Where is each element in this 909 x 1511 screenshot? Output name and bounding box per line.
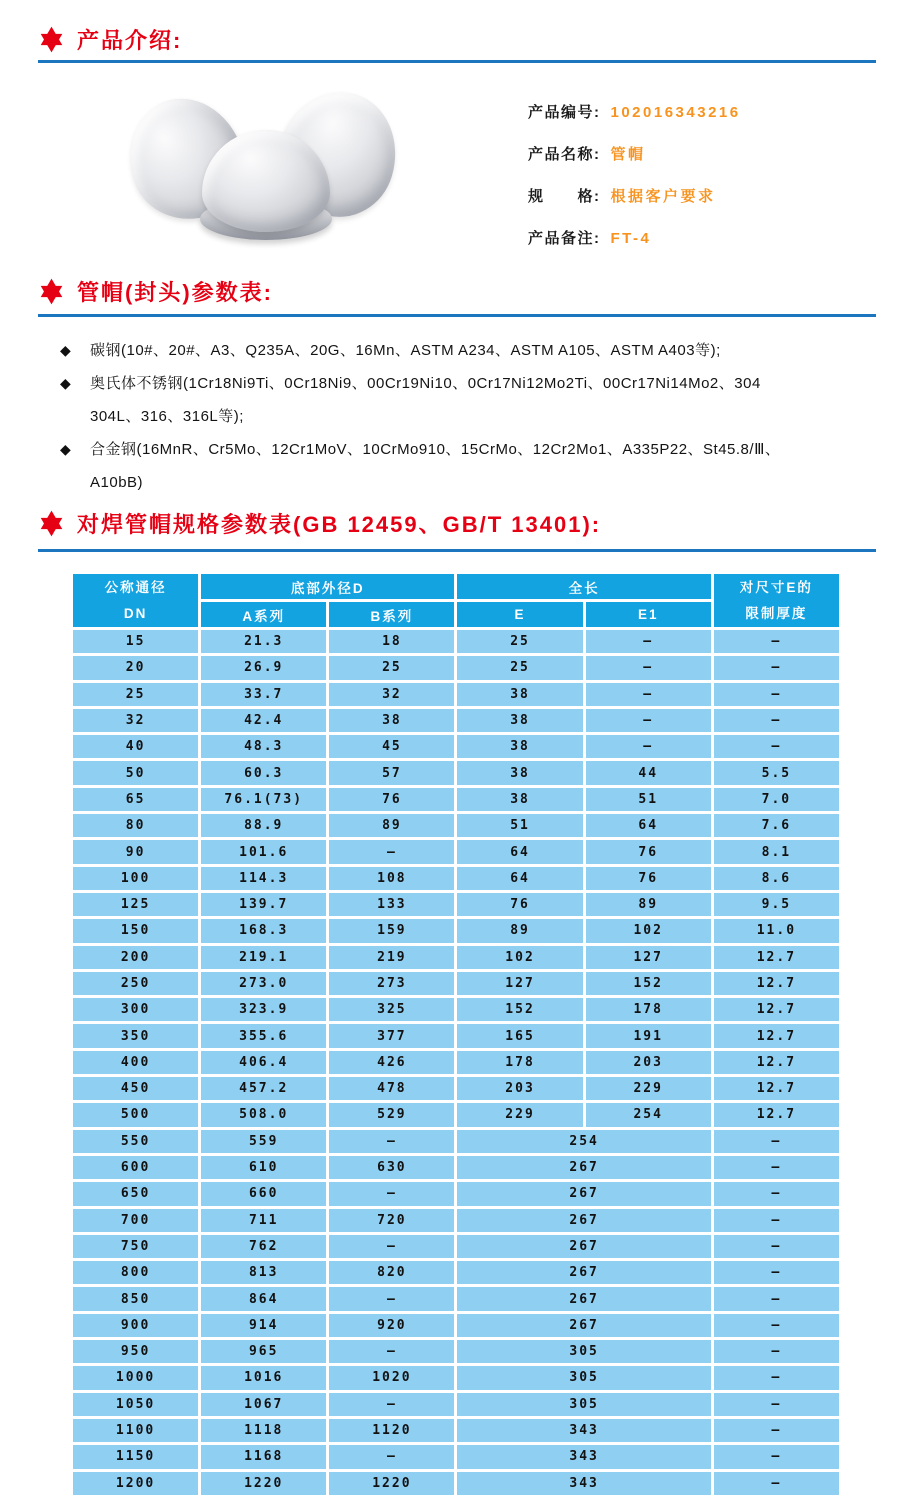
table-row [72,813,841,839]
table-row [72,1102,841,1128]
table-cell: 76 [584,865,712,891]
table-cell: 343 [456,1417,712,1443]
table-cell: 965 [200,1339,328,1365]
table-cell: – [712,1312,840,1338]
section-title-text: 管帽(封头)参数表: [77,280,273,305]
table-cell: 45 [328,734,456,760]
table-cell: 178 [584,997,712,1023]
table-cell: 600 [72,1154,200,1180]
table-cell: 229 [584,1076,712,1102]
section-title-spec [38,508,601,539]
table-cell: 267 [456,1154,712,1180]
spec-table-body [72,629,841,1497]
section-title-params [38,276,273,307]
table-cell: 1220 [200,1470,328,1496]
table-cell: 20 [72,655,200,681]
table-cell: 15 [72,629,200,655]
table-cell: 914 [200,1312,328,1338]
table-cell: 76 [584,839,712,865]
table-cell: 750 [72,1233,200,1259]
table-cell: – [328,1339,456,1365]
table-cell: 219.1 [200,944,328,970]
table-cell: – [712,1286,840,1312]
table-cell: 400 [72,1049,200,1075]
table-cell: 65 [72,786,200,812]
table-cell: – [712,1128,840,1154]
table-cell: 80 [72,813,200,839]
table-cell: 38 [456,760,584,786]
table-cell: 76.1(73) [200,786,328,812]
table-cell: 159 [328,918,456,944]
header-dn-top: 公称通径 [104,579,167,595]
table-cell: – [712,1154,840,1180]
table-row [72,786,841,812]
table-cell: 42.4 [200,707,328,733]
table-cell: 323.9 [200,997,328,1023]
table-cell: – [712,1207,840,1233]
table-row [72,734,841,760]
table-cell: 273 [328,970,456,996]
table-row [72,681,841,707]
table-cell: 1118 [200,1417,328,1443]
material-item-alloy-steel [60,433,872,499]
table-cell: – [328,1128,456,1154]
table-row [72,839,841,865]
table-cell: 864 [200,1286,328,1312]
table-cell: – [712,1391,840,1417]
table-cell: 529 [328,1102,456,1128]
info-value: 102016343216 [610,104,741,121]
table-cell: 273.0 [200,970,328,996]
table-cell: 38 [328,707,456,733]
table-cell: – [328,1233,456,1259]
materials-list [60,334,872,499]
table-cell: 559 [200,1128,328,1154]
table-cell: – [328,1286,456,1312]
table-cell: 377 [328,1023,456,1049]
table-row [72,891,841,917]
table-cell: – [712,1444,840,1470]
table-cell: 610 [200,1154,328,1180]
table-cell: 152 [456,997,584,1023]
table-cell: 12.7 [712,1076,840,1102]
table-cell: 12.7 [712,944,840,970]
table-row [72,1233,841,1259]
header-e-thickness-limit [712,573,840,629]
info-row-remark [528,230,878,248]
table-cell: 100 [72,865,200,891]
table-cell: 5.5 [712,760,840,786]
spec-table [70,571,842,1498]
table-row [72,944,841,970]
info-row-spec [528,188,878,206]
hexagram-star-icon [38,278,65,305]
table-row [72,1260,841,1286]
table-cell: 650 [72,1181,200,1207]
table-cell: 250 [72,970,200,996]
info-label: 产品名称: [528,146,601,163]
header-series-a: A系列 [200,601,328,629]
table-cell: 38 [456,681,584,707]
table-cell: – [712,1470,840,1496]
table-cell: 1220 [328,1470,456,1496]
table-cell: 660 [200,1181,328,1207]
table-cell: 406.4 [200,1049,328,1075]
table-cell: 1100 [72,1417,200,1443]
table-cell: – [328,1444,456,1470]
header-dn [72,573,200,629]
table-cell: – [328,1181,456,1207]
table-cell: 1168 [200,1444,328,1470]
section-divider [38,549,876,552]
table-cell: 229 [456,1102,584,1128]
table-row [72,1417,841,1443]
table-cell: 350 [72,1023,200,1049]
table-cell: 305 [456,1365,712,1391]
table-cell: 300 [72,997,200,1023]
material-text-line: 304L、316、316L等); [90,408,244,425]
header-e: E [456,601,584,629]
table-cell: 1120 [328,1417,456,1443]
material-text-line: 奥氏体不锈钢(1Cr18Ni9Ti、0Cr18Ni9、00Cr19Ni10、0Cr17Ni12Mo2Ti、00Cr17Ni14Mo2、304 [90,375,761,392]
table-cell: 355.6 [200,1023,328,1049]
table-cell: 152 [584,970,712,996]
table-cell: 813 [200,1260,328,1286]
table-cell: 267 [456,1207,712,1233]
table-cell: 203 [456,1076,584,1102]
table-row [72,707,841,733]
table-cell: 267 [456,1233,712,1259]
table-cell: 32 [72,707,200,733]
table-cell: 101.6 [200,839,328,865]
diamond-icon: ◆ [60,441,71,457]
spec-table-head [72,573,841,629]
table-cell: 64 [584,813,712,839]
product-info [528,104,878,248]
table-cell: 457.2 [200,1076,328,1102]
table-cell: 762 [200,1233,328,1259]
table-cell: – [712,1365,840,1391]
table-cell: – [712,1181,840,1207]
table-cell: 50 [72,760,200,786]
table-cell: 820 [328,1260,456,1286]
table-cell: 33.7 [200,681,328,707]
table-cell: 12.7 [712,1102,840,1128]
table-cell: 127 [456,970,584,996]
table-cell: – [584,734,712,760]
section-title-text: 对焊管帽规格参数表(GB 12459、GB/T 13401): [77,512,602,537]
table-row [72,918,841,944]
header-bottom-od: 底部外径D [200,573,456,601]
table-cell: 48.3 [200,734,328,760]
header-total-length: 全长 [456,573,712,601]
info-row-code [528,104,878,122]
table-row [72,1391,841,1417]
table-cell: 64 [456,865,584,891]
table-cell: 133 [328,891,456,917]
table-cell: 1016 [200,1365,328,1391]
table-cell: 191 [584,1023,712,1049]
table-cell: 711 [200,1207,328,1233]
table-cell: 950 [72,1339,200,1365]
table-cell: 850 [72,1286,200,1312]
section-title-intro [38,24,182,55]
table-cell: 254 [456,1128,712,1154]
table-cell: 178 [456,1049,584,1075]
table-cell: 508.0 [200,1102,328,1128]
info-value: 根据客户要求 [610,188,716,205]
table-cell: 60.3 [200,760,328,786]
info-value: 管帽 [610,146,646,163]
table-cell: 57 [328,760,456,786]
table-cell: 168.3 [200,918,328,944]
table-cell: 8.6 [712,865,840,891]
header-thickness-line2: 限制厚度 [745,605,808,621]
hexagram-star-icon [38,26,65,53]
table-cell: 89 [328,813,456,839]
table-cell: 700 [72,1207,200,1233]
table-cell: 102 [456,944,584,970]
table-cell: 18 [328,629,456,655]
table-row [72,1444,841,1470]
info-value: FT-4 [610,230,652,247]
table-cell: – [584,681,712,707]
table-cell: 108 [328,865,456,891]
table-cell: 64 [456,839,584,865]
table-cell: 203 [584,1049,712,1075]
table-cell: 1200 [72,1470,200,1496]
table-cell: 12.7 [712,997,840,1023]
table-cell: 305 [456,1391,712,1417]
table-cell: 8.1 [712,839,840,865]
material-text-line: 碳钢(10#、20#、A3、Q235A、20G、16Mn、ASTM A234、ASTM A105、ASTM A403等); [90,342,721,359]
table-cell: – [584,707,712,733]
table-cell: 1150 [72,1444,200,1470]
table-cell: 125 [72,891,200,917]
table-cell: 343 [456,1444,712,1470]
table-cell: – [712,1339,840,1365]
table-cell: 550 [72,1128,200,1154]
table-cell: 1067 [200,1391,328,1417]
table-row [72,1128,841,1154]
table-cell: 267 [456,1181,712,1207]
info-label: 产品编号: [528,104,601,121]
table-row [72,1076,841,1102]
table-cell: 800 [72,1260,200,1286]
table-row [72,865,841,891]
material-text-line: 合金钢(16MnR、Cr5Mo、12Cr1MoV、10CrMo910、15CrMo、12Cr2Mo1、A335P22、St45.8/Ⅲ、 [90,441,781,458]
table-cell: 114.3 [200,865,328,891]
table-cell: 150 [72,918,200,944]
table-cell: 25 [456,655,584,681]
table-row [72,655,841,681]
table-cell: 920 [328,1312,456,1338]
table-cell: 267 [456,1260,712,1286]
table-cell: 21.3 [200,629,328,655]
table-cell: 630 [328,1154,456,1180]
table-cell: 89 [456,918,584,944]
table-cell: 450 [72,1076,200,1102]
table-cell: 38 [456,707,584,733]
diamond-icon: ◆ [60,375,71,391]
header-thickness-line1: 对尺寸E的 [739,579,813,595]
table-cell: – [712,629,840,655]
table-cell: 90 [72,839,200,865]
table-cell: 12.7 [712,1049,840,1075]
table-row [72,970,841,996]
product-photo [128,86,396,252]
table-row [72,1154,841,1180]
info-label: 产品备注: [528,230,601,247]
table-cell: 127 [584,944,712,970]
table-cell: – [712,681,840,707]
table-cell: 44 [584,760,712,786]
table-cell: 426 [328,1049,456,1075]
table-cell: 267 [456,1286,712,1312]
section-divider [38,60,876,63]
info-label: 规 格: [528,188,601,205]
section-divider [38,314,876,317]
table-cell: 720 [328,1207,456,1233]
table-cell: 51 [584,786,712,812]
table-row [72,1023,841,1049]
table-cell: 343 [456,1470,712,1496]
table-row [72,629,841,655]
material-text-line: A10bB) [90,474,144,491]
table-cell: 9.5 [712,891,840,917]
table-cell: 267 [456,1312,712,1338]
material-item-carbon-steel [60,334,872,367]
table-cell: – [712,707,840,733]
table-cell: 165 [456,1023,584,1049]
table-cell: 254 [584,1102,712,1128]
table-cell: 89 [584,891,712,917]
table-cell: 25 [456,629,584,655]
table-cell: 25 [328,655,456,681]
table-cell: 51 [456,813,584,839]
header-e1: E1 [584,601,712,629]
table-row [72,1207,841,1233]
table-row [72,1470,841,1496]
table-cell: – [328,839,456,865]
section-title-text: 产品介绍: [77,28,183,53]
table-cell: 76 [328,786,456,812]
header-dn-sub: DN [123,605,148,621]
table-cell: 7.0 [712,786,840,812]
table-cell: 32 [328,681,456,707]
info-row-name [528,146,878,164]
table-cell: 11.0 [712,918,840,944]
table-cell: 40 [72,734,200,760]
table-cell: – [584,655,712,681]
diamond-icon: ◆ [60,342,71,358]
table-cell: 900 [72,1312,200,1338]
hexagram-star-icon [38,510,65,537]
table-cell: – [712,734,840,760]
table-cell: 12.7 [712,970,840,996]
table-cell: 76 [456,891,584,917]
table-cell: – [328,1391,456,1417]
table-cell: – [712,1417,840,1443]
table-row [72,760,841,786]
table-row [72,997,841,1023]
table-cell: 200 [72,944,200,970]
table-cell: 25 [72,681,200,707]
header-series-b: B系列 [328,601,456,629]
table-row [72,1049,841,1075]
table-cell: 88.9 [200,813,328,839]
table-row [72,1365,841,1391]
table-cell: 219 [328,944,456,970]
table-cell: 26.9 [200,655,328,681]
table-cell: 102 [584,918,712,944]
spec-table-wrap [70,571,842,1498]
table-row [72,1312,841,1338]
table-cell: 1050 [72,1391,200,1417]
table-cell: 38 [456,786,584,812]
material-item-stainless-steel [60,367,872,433]
table-cell: 305 [456,1339,712,1365]
table-cell: 1000 [72,1365,200,1391]
table-cell: – [712,1233,840,1259]
table-row [72,1286,841,1312]
table-header-row [72,573,841,601]
table-cell: 325 [328,997,456,1023]
table-cell: 7.6 [712,813,840,839]
table-row [72,1339,841,1365]
table-cell: 12.7 [712,1023,840,1049]
table-cell: 1020 [328,1365,456,1391]
table-cell: 478 [328,1076,456,1102]
table-cell: – [712,655,840,681]
table-row [72,1181,841,1207]
table-cell: – [584,629,712,655]
table-cell: 500 [72,1102,200,1128]
table-cell: 139.7 [200,891,328,917]
table-cell: 38 [456,734,584,760]
table-cell: – [712,1260,840,1286]
